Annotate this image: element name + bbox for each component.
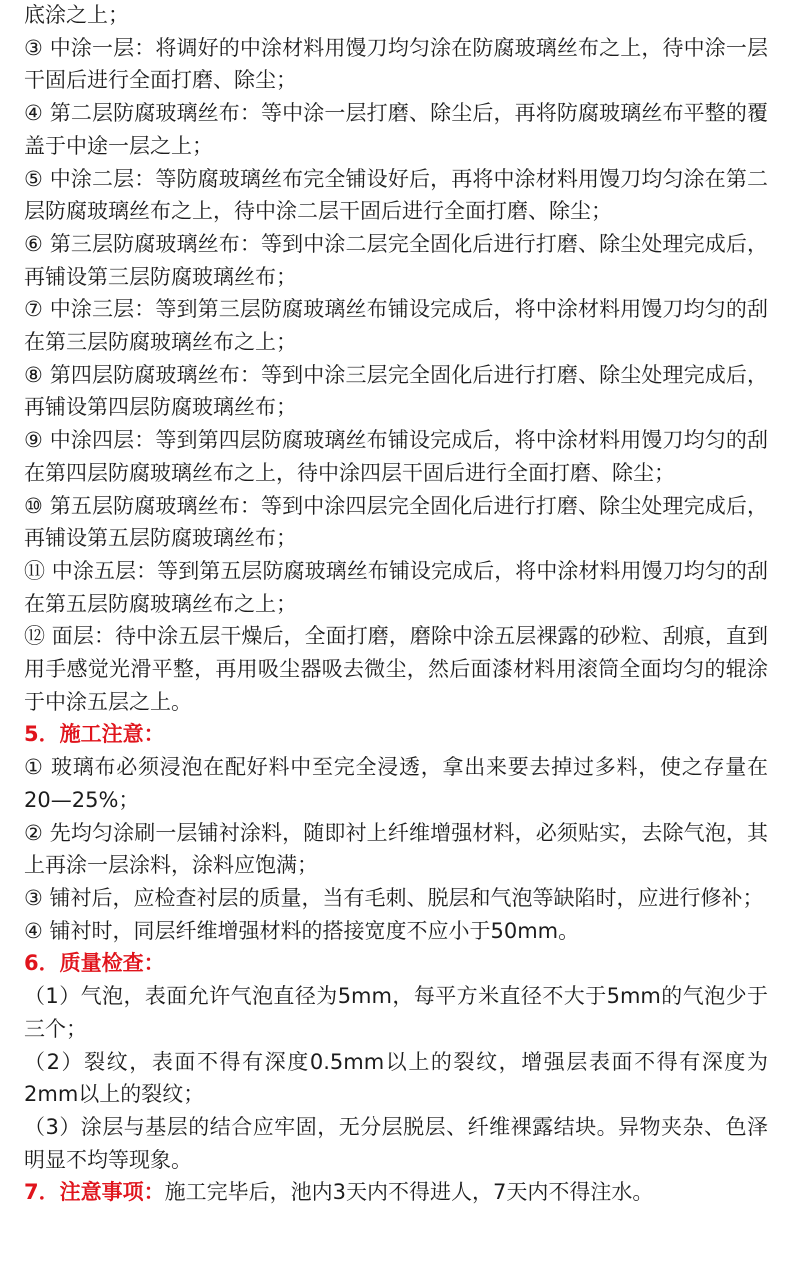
- step-8-glass-cloth-4: ⑧ 第四层防腐玻璃丝布：等到中涂三层完全固化后进行打磨、除尘处理完成后，再铺设第四层防腐玻璃丝布；: [24, 362, 768, 420]
- step-9-middle-coat-4: ⑨ 中涂四层：等到第四层防腐玻璃丝布铺设完成后，将中涂材料用馒刀均匀的刮在第四层防腐玻璃丝布之上，待中涂四层干固后进行全面打磨、除尘；: [24, 428, 768, 485]
- section-5-heading: [24, 718, 768, 751]
- section-6-item-3: （3）涂层与基层的结合应牢固，无分层脱层、纤维裸露结块。异物夹杂、色泽明显不均等现象。: [24, 1114, 768, 1172]
- step-4-glass-cloth-2: ④ 第二层防腐玻璃丝布：等中涂一层打磨、除尘后，再将防腐玻璃丝布平整的覆盖于中途一层之上；: [24, 101, 768, 158]
- step-3-middle-coat-1: ③ 中涂一层：将调好的中涂材料用馒刀均匀涂在防腐玻璃丝布之上，待中涂一层干固后进行全面打磨、除尘；: [24, 35, 768, 93]
- section-5-item-2: ② 先均匀涂刷一层铺衬涂料，随即衬上纤维增强材料，必须贴实，去除气泡，其上再涂一层涂料，涂料应饱满；: [24, 820, 768, 878]
- step-6-glass-cloth-3: ⑥ 第三层防腐玻璃丝布：等到中涂二层完全固化后进行打磨、除尘处理完成后，再铺设第三层防腐玻璃丝布；: [24, 231, 768, 289]
- section-5-item-1: ① 玻璃布必须浸泡在配好料中至完全浸透，拿出来要去掉过多料，使之存量在20—25%；: [24, 755, 768, 812]
- section-7-text: 施工完毕后，池内3天内不得进人，7天内不得注水。: [164, 1180, 654, 1205]
- section-6-item-1: （1）气泡，表面允许气泡直径为5mm，每平方米直径不大于5mm的气泡少于三个；: [24, 984, 768, 1041]
- step-12-top-coat: ⑫ 面层：待中涂五层干燥后，全面打磨，磨除中涂五层裸露的砂粒、刮痕，直到用手感觉光滑平整，再用吸尘器吸去微尘，然后面漆材料用滚筒全面均匀的辊涂于中涂五层之上。: [24, 624, 768, 714]
- section-6-title: 6．质量检查：: [24, 951, 165, 976]
- section-5-item-4: ④ 铺衬时，同层纤维增强材料的搭接宽度不应小于50mm。: [24, 918, 580, 943]
- step-10-glass-cloth-5: ⑩ 第五层防腐玻璃丝布：等到中涂四层完全固化后进行打磨、除尘处理完成后，再铺设第五层防腐玻璃丝布；: [24, 493, 768, 551]
- step-7-middle-coat-3: ⑦ 中涂三层：等到第三层防腐玻璃丝布铺设完成后，将中涂材料用馒刀均匀的刮在第三层防腐玻璃丝布之上；: [24, 297, 768, 355]
- section-7-line: [24, 1176, 768, 1209]
- step-5-middle-coat-2: ⑤ 中涂二层：等防腐玻璃丝布完全铺设好后，再将中涂材料用馒刀均匀涂在第二层防腐玻璃丝布之上，待中涂二层干固后进行全面打磨、除尘；: [24, 166, 768, 224]
- section-7-title: 7．注意事项：: [24, 1180, 165, 1205]
- step-11-middle-coat-5: ⑪ 中涂五层：等到第五层防腐玻璃丝布铺设完成后，将中涂材料用馒刀均匀的刮在第五层防腐玻璃丝布之上；: [24, 558, 768, 616]
- section-5-title: 5．施工注意：: [24, 722, 165, 747]
- section-6-heading: [24, 947, 768, 980]
- section-6-item-2: （2）裂纹，表面不得有深度0.5mm以上的裂纹，增强层表面不得有深度为2mm以上的裂纹；: [24, 1049, 768, 1107]
- step-fragment: 底涂之上；: [24, 3, 129, 27]
- section-5-item-3: ③ 铺衬后，应检查衬层的质量，当有毛刺、脱层和气泡等缺陷时，应进行修补；: [24, 885, 764, 910]
